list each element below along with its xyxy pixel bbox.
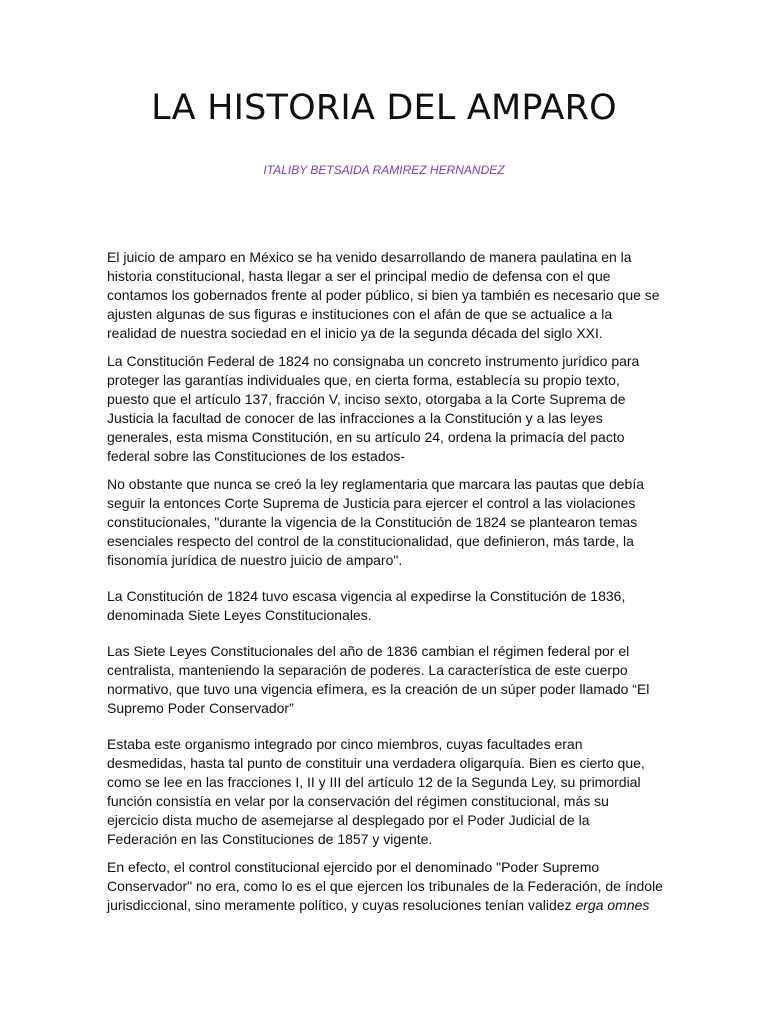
document-author: ITALIBY BETSAIDA RAMIREZ HERNANDEZ bbox=[263, 163, 505, 177]
paragraph: No obstante que nunca se creó la ley reglamentaria que marcara las pautas que debía seguir la entonces Corte Suprema de Justicia para ejercer el control a las violaciones constitucionales, "durante la vigencia de la Constitución de 1824 se plantearon temas esenciales respecto del control de la constitucionalidad, que definieron, más tarde, la fisonomía jurídica de nuestro juicio de amparo". bbox=[107, 476, 645, 568]
document-title: LA HISTORIA DEL AMPARO bbox=[151, 88, 617, 128]
paragraph: La Constitución Federal de 1824 no consignaba un concreto instrumento jurídico para proteger las garantías individuales que, en cierta forma, establecía su propio texto, puesto que el artículo 137, fracción V, inciso sexto, otorgaba a la Corte Suprema de Justicia la facultad de conocer de las infracciones a la Constitución y a las leyes generales, esta misma Constitución, en su artículo 24, ordena la primacía del pacto federal sobre las Constituciones de los estados- bbox=[107, 353, 640, 464]
paragraph: La Constitución de 1824 tuvo escasa vigencia al expedirse la Constitución de 1836, denominada Siete Leyes Constitucionales. bbox=[107, 588, 626, 623]
paragraph-last bbox=[107, 858, 663, 915]
paragraph: Las Siete Leyes Constitucionales del año de 1836 cambian el régimen federal por el centralista, manteniendo la separación de poderes. La característica de este cuerpo normativo, que tuvo una vigencia efímera, es la creación de un súper poder llamado “El Supremo Poder Conservador” bbox=[107, 643, 650, 716]
latin-phrase: erga omnes bbox=[575, 897, 650, 913]
document-body bbox=[107, 248, 663, 915]
paragraph-text: En efecto, el control constitucional ejercido por el denominado "Poder Supremo Conservador" no era, como lo es el que ejercen los tribunales de la Federación, de índole jurisdiccional, sino meramente político, y cuyas resoluciones tenían validez bbox=[107, 859, 663, 913]
paragraph: El juicio de amparo en México se ha venido desarrollando de manera paulatina en la historia constitucional, hasta llegar a ser el principal medio de defensa con el que contamos los gobernados frente al poder público, si bien ya también es necesario que se ajusten algunas de sus figuras e instituciones con el afán de que se actualice a la realidad de nuestra sociedad en el inicio ya de la segunda década del siglo XXI. bbox=[107, 249, 660, 341]
paragraph: Estaba este organismo integrado por cinco miembros, cuyas facultades eran desmedidas, hasta tal punto de constituir una verdadera oligarquía. Bien es cierto que, como se lee en las fracciones I, II y III del artículo 12 de la Segunda Ley, su primordial función consistía en velar por la conservación del régimen constitucional, más su ejercicio dista mucho de asemejarse al desplegado por el Poder Judicial de la Federación en las Constituciones de 1857 y vigente. bbox=[107, 736, 645, 847]
